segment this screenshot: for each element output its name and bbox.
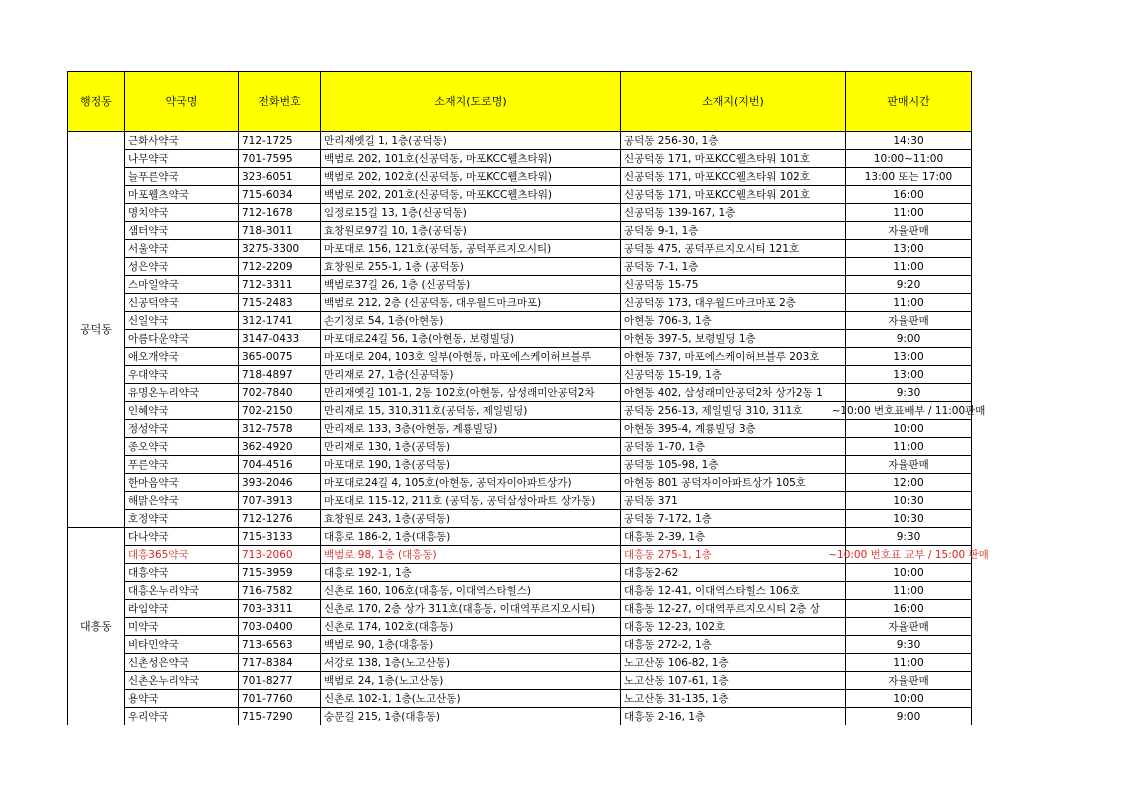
- sales-time-cell: 13:00: [846, 240, 972, 258]
- lot-address-cell: 대흥동 272-2, 1층: [621, 636, 846, 654]
- phone-cell: 701-8277: [239, 672, 321, 690]
- sales-time-cell: 9:30: [846, 636, 972, 654]
- phone-cell: 712-1276: [239, 510, 321, 528]
- road-address-cell: 백범로 202, 102호(신공덕동, 마포KCC웰츠타워): [321, 168, 621, 186]
- road-address-cell: 신촌로 102-1, 1층(노고산동): [321, 690, 621, 708]
- lot-address-cell: 신공덕동 171, 마포KCC웰츠타워 101호: [621, 150, 846, 168]
- pharmacy-name-cell: 신일약국: [125, 312, 239, 330]
- lot-address-cell: 신공덕동 15-19, 1층: [621, 366, 846, 384]
- table-row: [68, 528, 972, 546]
- lot-address-cell: 아현동 706-3, 1층: [621, 312, 846, 330]
- table-row: [68, 510, 972, 528]
- phone-cell: 712-1678: [239, 204, 321, 222]
- sales-time-cell: 자율판매: [846, 222, 972, 240]
- table-row: [68, 456, 972, 474]
- table-row: [68, 672, 972, 690]
- sales-time-cell: 11:00: [846, 204, 972, 222]
- phone-cell: 716-7582: [239, 582, 321, 600]
- table-row: [68, 402, 972, 420]
- pharmacy-name-cell: 명치약국: [125, 204, 239, 222]
- pharmacy-name-cell: 마포웰츠약국: [125, 186, 239, 204]
- table-row: [68, 330, 972, 348]
- phone-cell: 715-2483: [239, 294, 321, 312]
- table-row: [68, 708, 972, 726]
- phone-cell: 702-7840: [239, 384, 321, 402]
- road-address-cell: 효창원로 243, 1층(공덕동): [321, 510, 621, 528]
- phone-cell: 365-0075: [239, 348, 321, 366]
- pharmacy-name-cell: 대흥365약국: [125, 546, 239, 564]
- table-row: [68, 366, 972, 384]
- sales-time-cell: 10:30: [846, 510, 972, 528]
- pharmacy-name-cell: 성은약국: [125, 258, 239, 276]
- lot-address-cell: 신공덕동 173, 대우월드마크마포 2층: [621, 294, 846, 312]
- table-row: [68, 492, 972, 510]
- phone-cell: 701-7595: [239, 150, 321, 168]
- header-lot-address: 소재지(지번): [621, 72, 846, 132]
- lot-address-cell: 공덕동 105-98, 1층: [621, 456, 846, 474]
- phone-cell: 715-3133: [239, 528, 321, 546]
- pharmacy-name-cell: 용약국: [125, 690, 239, 708]
- sales-time-cell: 9:30: [846, 384, 972, 402]
- road-address-cell: 백범로 90, 1층(대흥동): [321, 636, 621, 654]
- phone-cell: 712-1725: [239, 132, 321, 150]
- phone-cell: 715-7290: [239, 708, 321, 726]
- table-row: [68, 258, 972, 276]
- phone-cell: 712-2209: [239, 258, 321, 276]
- phone-cell: 703-3311: [239, 600, 321, 618]
- table-row: [68, 276, 972, 294]
- table-row: [68, 222, 972, 240]
- road-address-cell: 효창원로97길 10, 1층(공덕동): [321, 222, 621, 240]
- road-address-cell: 마포대로 190, 1층(공덕동): [321, 456, 621, 474]
- table-row: [68, 348, 972, 366]
- pharmacy-name-cell: 호정약국: [125, 510, 239, 528]
- pharmacy-table: [67, 71, 989, 725]
- phone-cell: 701-7760: [239, 690, 321, 708]
- pharmacy-name-cell: 나무약국: [125, 150, 239, 168]
- table-row: [68, 186, 972, 204]
- phone-cell: 718-3011: [239, 222, 321, 240]
- lot-address-cell: 대흥동 275-1, 1층: [621, 546, 846, 564]
- road-address-cell: 백범로37길 26, 1층 (신공덕동): [321, 276, 621, 294]
- lot-address-cell: 신공덕동 139-167, 1층: [621, 204, 846, 222]
- pharmacy-name-cell: 아름다운약국: [125, 330, 239, 348]
- pharmacy-name-cell: 종오약국: [125, 438, 239, 456]
- sales-time-text: ~10:00 번호표 교부 / 15:00 판매: [828, 548, 989, 561]
- phone-cell: 717-8384: [239, 654, 321, 672]
- sales-time-cell: 13:00: [846, 348, 972, 366]
- phone-cell: 718-4897: [239, 366, 321, 384]
- road-address-cell: 숭문길 215, 1층(대흥동): [321, 708, 621, 726]
- sales-time-cell: 9:20: [846, 276, 972, 294]
- road-address-cell: 마포대로 204, 103호 일부(아현동, 마포에스케이허브블루: [321, 348, 621, 366]
- pharmacy-name-cell: 대흥온누리약국: [125, 582, 239, 600]
- sales-time-cell: [828, 546, 989, 564]
- road-address-cell: 백범로 98, 1층 (대흥동): [321, 546, 621, 564]
- table-row: [68, 420, 972, 438]
- table-row: [68, 600, 972, 618]
- road-address-cell: 서강로 138, 1층(노고산동): [321, 654, 621, 672]
- sales-time-cell: 9:00: [846, 708, 972, 726]
- sales-time-cell: 14:30: [846, 132, 972, 150]
- phone-cell: 323-6051: [239, 168, 321, 186]
- district-cell: 공덕동: [68, 132, 125, 528]
- phone-cell: 704-4516: [239, 456, 321, 474]
- lot-address-cell: 신공덕동 171, 마포KCC웰츠타워 201호: [621, 186, 846, 204]
- pharmacy-name-cell: 정성약국: [125, 420, 239, 438]
- phone-cell: 715-3959: [239, 564, 321, 582]
- phone-cell: 713-2060: [239, 546, 321, 564]
- phone-cell: 715-6034: [239, 186, 321, 204]
- road-address-cell: 백범로 202, 101호(신공덕동, 마포KCC웰츠타워): [321, 150, 621, 168]
- table-body: [68, 132, 989, 726]
- lot-address-cell: 공덕동 7-1, 1층: [621, 258, 846, 276]
- road-address-cell: 만리재옛길 101-1, 2동 102호(아현동, 삼성래미안공덕2차: [321, 384, 621, 402]
- table-row: [68, 132, 972, 150]
- lot-address-cell: 공덕동 256-30, 1층: [621, 132, 846, 150]
- road-address-cell: 만리재로 15, 310,311호(공덕동, 제일빌딩): [321, 402, 621, 420]
- header-road-address: 소재지(도로명): [321, 72, 621, 132]
- pharmacy-name-cell: 우대약국: [125, 366, 239, 384]
- header-phone: 전화번호: [239, 72, 321, 132]
- lot-address-cell: 노고산동 31-135, 1층: [621, 690, 846, 708]
- table-row: [68, 654, 972, 672]
- sales-time-cell: 9:00: [846, 330, 972, 348]
- lot-address-cell: 아현동 402, 삼성래미안공덕2차 상가2동 1: [621, 384, 846, 402]
- lot-address-cell: 공덕동 1-70, 1층: [621, 438, 846, 456]
- phone-cell: 713-6563: [239, 636, 321, 654]
- lot-address-cell: 대흥동2-62: [621, 564, 846, 582]
- header-pharmacy-name: 약국명: [125, 72, 239, 132]
- lot-address-cell: 공덕동 7-172, 1층: [621, 510, 846, 528]
- table-row: [68, 546, 972, 564]
- header-district: 행정동: [68, 72, 125, 132]
- lot-address-cell: 대흥동 2-16, 1층: [621, 708, 846, 726]
- lot-address-cell: 공덕동 256-13, 제일빌딩 310, 311호: [621, 402, 846, 420]
- sales-time-cell: 13:00: [846, 366, 972, 384]
- sales-time-cell: 자율판매: [846, 618, 972, 636]
- lot-address-cell: 대흥동 2-39, 1층: [621, 528, 846, 546]
- phone-cell: 702-2150: [239, 402, 321, 420]
- lot-address-cell: 아현동 801 공덕자이아파트상가 105호: [621, 474, 846, 492]
- sales-time-cell: 11:00: [846, 654, 972, 672]
- table-row: [68, 564, 972, 582]
- lot-address-cell: 공덕동 9-1, 1층: [621, 222, 846, 240]
- phone-cell: 3147-0433: [239, 330, 321, 348]
- table-row: [68, 240, 972, 258]
- sales-time-cell: 11:00: [846, 582, 972, 600]
- road-address-cell: 임정로15길 13, 1층(신공덕동): [321, 204, 621, 222]
- road-address-cell: 마포대로24길 56, 1층(아현동, 보령빌딩): [321, 330, 621, 348]
- pharmacy-name-cell: 비타민약국: [125, 636, 239, 654]
- lot-address-cell: 아현동 737, 마포에스케이허브블루 203호: [621, 348, 846, 366]
- pharmacy-name-cell: 신촌온누리약국: [125, 672, 239, 690]
- pharmacy-name-cell: 한마음약국: [125, 474, 239, 492]
- table-row: [68, 204, 972, 222]
- sales-time-cell: 10:00: [846, 690, 972, 708]
- pharmacy-name-cell: 우리약국: [125, 708, 239, 726]
- road-address-cell: 마포대로 156, 121호(공덕동, 공덕푸르지오시티): [321, 240, 621, 258]
- road-address-cell: 신촌로 174, 102호(대흥동): [321, 618, 621, 636]
- table-row: [68, 384, 972, 402]
- lot-address-cell: 대흥동 12-41, 이대역스타힐스 106호: [621, 582, 846, 600]
- sales-time-cell: 자율판매: [846, 312, 972, 330]
- sales-time-cell: 10:00~11:00: [846, 150, 972, 168]
- lot-address-cell: 공덕동 371: [621, 492, 846, 510]
- road-address-cell: 신촌로 160, 106호(대흥동, 이대역스타힐스): [321, 582, 621, 600]
- road-address-cell: 손기정로 54, 1층(아현동): [321, 312, 621, 330]
- road-address-cell: 백범로 212, 2층 (신공덕동, 대우월드마크마포): [321, 294, 621, 312]
- sales-time-cell: [831, 402, 986, 420]
- road-address-cell: 마포대로 115-12, 211호 (공덕동, 공덕삼성아파트 상가동): [321, 492, 621, 510]
- phone-cell: 312-1741: [239, 312, 321, 330]
- lot-address-cell: 신공덕동 15-75: [621, 276, 846, 294]
- road-address-cell: 마포대로24길 4, 105호(아현동, 공덕자이아파트상가): [321, 474, 621, 492]
- road-address-cell: 대흥로 192-1, 1층: [321, 564, 621, 582]
- phone-cell: 712-3311: [239, 276, 321, 294]
- pharmacy-name-cell: 늘푸른약국: [125, 168, 239, 186]
- pharmacy-name-cell: 스마일약국: [125, 276, 239, 294]
- lot-address-cell: 아현동 395-4, 계룡빌딩 3층: [621, 420, 846, 438]
- sales-time-cell: 11:00: [846, 294, 972, 312]
- pharmacy-name-cell: 다나약국: [125, 528, 239, 546]
- table-row: [68, 618, 972, 636]
- phone-cell: 362-4920: [239, 438, 321, 456]
- pharmacy-name-cell: 샘터약국: [125, 222, 239, 240]
- road-address-cell: 만리재로 133, 3층(아현동, 계룡빌딩): [321, 420, 621, 438]
- road-address-cell: 백범로 202, 201호(신공덕동, 마포KCC웰츠타워): [321, 186, 621, 204]
- sales-time-cell: 10:30: [846, 492, 972, 510]
- phone-cell: 703-0400: [239, 618, 321, 636]
- pharmacy-name-cell: 근화사약국: [125, 132, 239, 150]
- pharmacy-name-cell: 신촌성은약국: [125, 654, 239, 672]
- sales-time-cell: 16:00: [846, 186, 972, 204]
- table-row: [68, 582, 972, 600]
- sales-time-cell: 자율판매: [846, 456, 972, 474]
- lot-address-cell: 노고산동 107-61, 1층: [621, 672, 846, 690]
- sales-time-cell: 9:30: [846, 528, 972, 546]
- pharmacy-name-cell: 라임약국: [125, 600, 239, 618]
- header-sales-time: 판매시간: [846, 72, 972, 132]
- pharmacy-name-cell: 서울약국: [125, 240, 239, 258]
- sales-time-cell: 10:00: [846, 420, 972, 438]
- road-address-cell: 만리재로 27, 1층(신공덕동): [321, 366, 621, 384]
- lot-address-cell: 대흥동 12-23, 102호: [621, 618, 846, 636]
- pharmacy-name-cell: 대흥약국: [125, 564, 239, 582]
- pharmacy-name-cell: 애오개약국: [125, 348, 239, 366]
- sales-time-cell: 11:00: [846, 438, 972, 456]
- phone-cell: 312-7578: [239, 420, 321, 438]
- table-row: [68, 312, 972, 330]
- table-header: [68, 72, 972, 132]
- lot-address-cell: 노고산동 106-82, 1층: [621, 654, 846, 672]
- lot-address-cell: 공덕동 475, 공덕푸르지오시티 121호: [621, 240, 846, 258]
- phone-cell: 3275-3300: [239, 240, 321, 258]
- road-address-cell: 만리재로 130, 1층(공덕동): [321, 438, 621, 456]
- table-row: [68, 150, 972, 168]
- sales-time-cell: 16:00: [846, 600, 972, 618]
- district-cell: 대흥동: [68, 528, 125, 726]
- pharmacy-name-cell: 푸른약국: [125, 456, 239, 474]
- lot-address-cell: 신공덕동 171, 마포KCC웰츠타워 102호: [621, 168, 846, 186]
- pharmacy-name-cell: 미약국: [125, 618, 239, 636]
- table-row: [68, 690, 972, 708]
- road-address-cell: 효창원로 255-1, 1층 (공덕동): [321, 258, 621, 276]
- lot-address-cell: 아현동 397-5, 보령빌딩 1층: [621, 330, 846, 348]
- sales-time-cell: 자율판매: [846, 672, 972, 690]
- table-row: [68, 438, 972, 456]
- sales-time-text: ~10:00 번호표배부 / 11:00판매: [831, 404, 986, 417]
- sales-time-cell: 10:00: [846, 564, 972, 582]
- sales-time-cell: 12:00: [846, 474, 972, 492]
- table-row: [68, 474, 972, 492]
- header-row: [68, 72, 972, 132]
- pharmacy-name-cell: 유명온누리약국: [125, 384, 239, 402]
- road-address-cell: 신촌로 170, 2층 상가 311호(대흥동, 이대역푸르지오시티): [321, 600, 621, 618]
- sales-time-cell: 11:00: [846, 258, 972, 276]
- pharmacy-name-cell: 인혜약국: [125, 402, 239, 420]
- phone-cell: 393-2046: [239, 474, 321, 492]
- phone-cell: 707-3913: [239, 492, 321, 510]
- pharmacy-name-cell: 신공덕약국: [125, 294, 239, 312]
- road-address-cell: 대흥로 186-2, 1층(대흥동): [321, 528, 621, 546]
- sales-time-cell: 13:00 또는 17:00: [846, 168, 972, 186]
- table-row: [68, 294, 972, 312]
- road-address-cell: 백범로 24, 1층(노고산동): [321, 672, 621, 690]
- road-address-cell: 만리재옛길 1, 1층(공덕동): [321, 132, 621, 150]
- table-row: [68, 168, 972, 186]
- lot-address-cell: 대흥동 12-27, 이대역푸르지오시티 2층 상: [621, 600, 846, 618]
- pharmacy-name-cell: 해맑은약국: [125, 492, 239, 510]
- table-row: [68, 636, 972, 654]
